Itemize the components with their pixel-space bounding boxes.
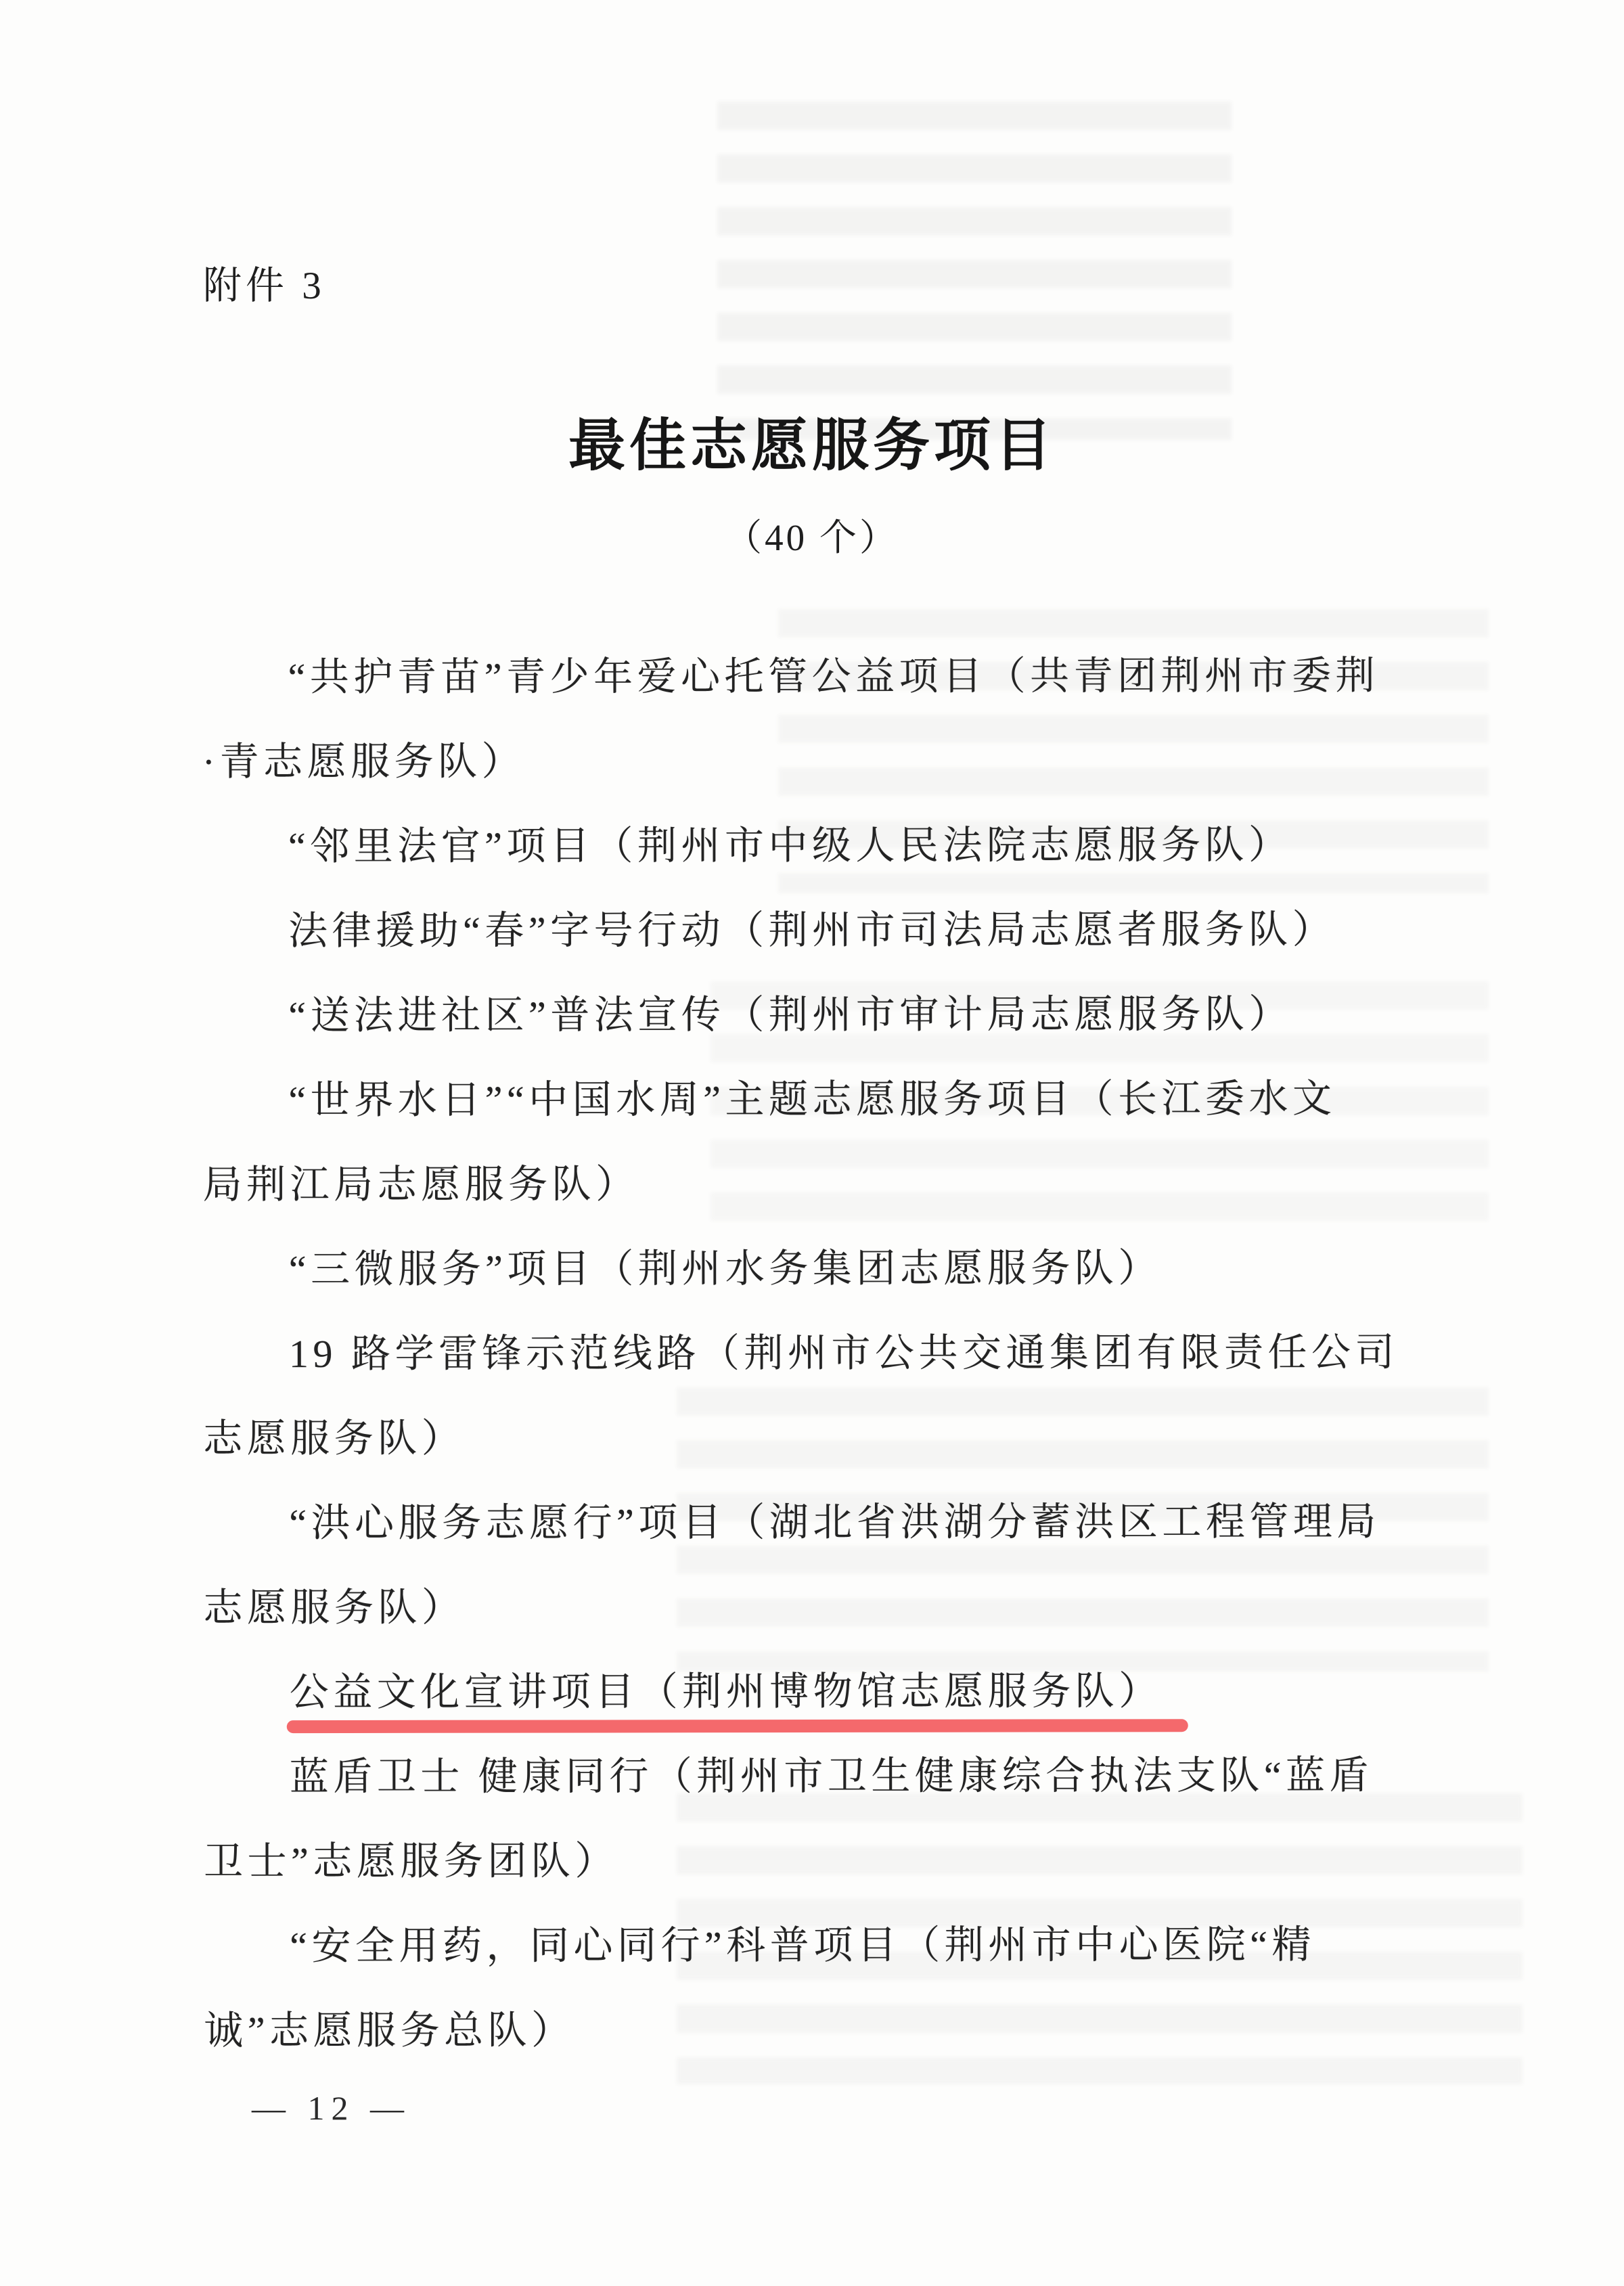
- page-number: — 12 —: [252, 2089, 411, 2127]
- list-line: 法律援助“春”字号行动（荆州市司法局志愿者服务队）: [288, 907, 1336, 954]
- list-line: “三微服务”项目（荆州水务集团志愿服务队）: [288, 1246, 1162, 1292]
- list-line: 志愿服务队）: [203, 1416, 466, 1461]
- highlight-underline: [287, 1719, 1188, 1733]
- list-line: 诚”志愿服务总队）: [204, 2008, 575, 2053]
- list-line-highlighted: [204, 1649, 1433, 1735]
- list-line: 19 路学雷锋示范线路（荆州市公共交通集团有限责任公司: [288, 1330, 1399, 1376]
- list-line: 蓝盾卫士 健康同行（荆州市卫生健康综合执法支队“蓝盾: [289, 1753, 1374, 1799]
- list-line: “送法进社区”普法宣传（荆州市审计局志愿服务队）: [288, 992, 1292, 1038]
- list-line: ·青志愿服务队）: [202, 739, 526, 784]
- scan-artifact: [717, 102, 1232, 440]
- list-line-text: 公益文化宣讲项目（荆州博物馆志愿服务队）: [289, 1669, 1163, 1715]
- list-line: “邻里法官”项目（荆州市中级人民法院志愿服务队）: [288, 823, 1292, 869]
- list-line: “共护青苗”青少年爱心托管公益项目（共青团荆州市委荆: [288, 653, 1380, 700]
- project-list: [202, 633, 1433, 2074]
- list-line: “世界水日”“中国水周”主题志愿服务项目（长江委水文: [288, 1076, 1336, 1123]
- list-line: 志愿服务队）: [203, 1585, 466, 1630]
- document-subtitle: （40 个）: [725, 517, 899, 558]
- attachment-label: 附件 3: [203, 265, 325, 307]
- document-title: 最佳志愿服务项目: [568, 415, 1056, 478]
- list-line: “安全用药，同心同行”科普项目（荆州市中心医院“精: [290, 1922, 1316, 1969]
- list-line: “洪心服务志愿行”项目（湖北省洪湖分蓄洪区工程管理局: [289, 1499, 1380, 1546]
- list-line: 卫士”志愿服务团队）: [204, 1839, 618, 1884]
- list-line: 局荆江局志愿服务队）: [202, 1162, 639, 1207]
